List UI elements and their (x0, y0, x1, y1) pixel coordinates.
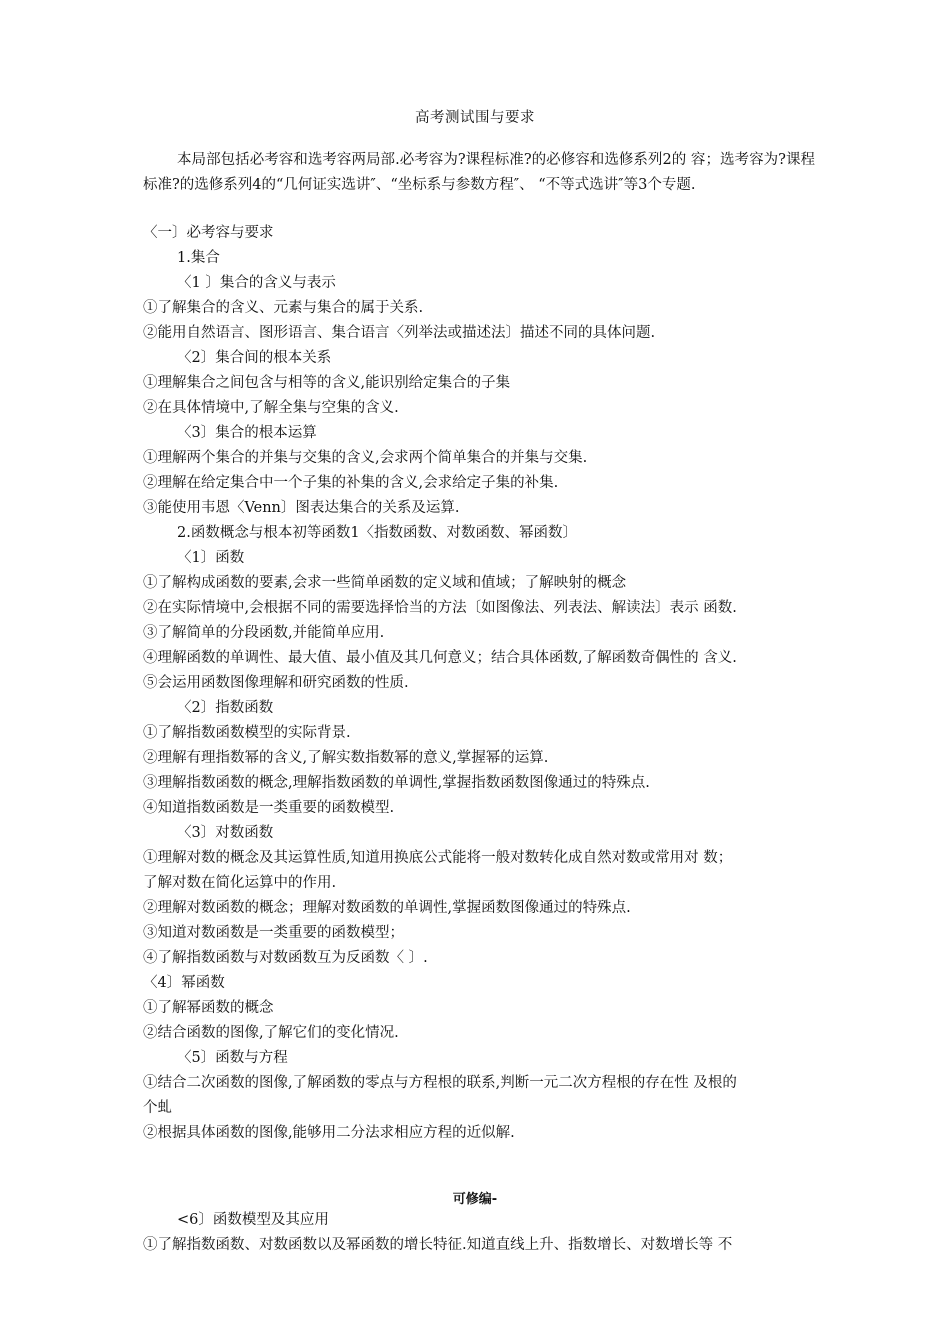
requirement-item: ②能用自然语言、图形语言、集合语言〈列举法或描述法〕描述不同的具体问题. (143, 325, 656, 341)
subsection-heading: 2.函数概念与根本初等函数1〈指数函数、对数函数、幂函数〕 (177, 525, 578, 541)
topic-heading: 〈3〕集合的根本运算 (177, 425, 317, 441)
requirement-item: ③理解指数函数的概念,理解指数函数的单调性,掌握指数函数图像通过的特殊点. (143, 775, 650, 791)
requirement-item: ④理解函数的单调性、最大值、最小值及其几何意义；结合具体函数,了解函数奇偶性的 含义. (143, 650, 737, 666)
requirement-item: ②结合函数的图像,了解它们的变化情况. (143, 1025, 399, 1041)
requirement-item: ④知道指数函数是一类重要的函数模型. (143, 800, 395, 816)
requirement-item: ②在具体情境中,了解全集与空集的含义. (143, 400, 399, 416)
requirement-item: ②理解在给定集合中一个子集的补集的含义,会求给定子集的补集. (143, 475, 559, 491)
topic-heading: 〈4〕幂函数 (143, 975, 225, 991)
topic-heading: 〈2〕指数函数 (177, 700, 274, 716)
requirement-item: ②理解有理指数幂的含义,了解实数指数幂的意义,掌握幂的运算. (143, 750, 549, 766)
requirement-item: ④了解指数函数与对数函数互为反函数〈 〕. (143, 950, 428, 966)
document-title: 高考测试围与要求 (415, 110, 535, 126)
requirement-item: ①了解指数函数、对数函数以及幂函数的增长特征.知道直线上升、指数增长、对数增长等 不 (143, 1237, 733, 1253)
requirement-item: ①了解指数函数模型的实际背景. (143, 725, 351, 741)
requirement-item: ③了解简单的分段函数,并能简单应用. (143, 625, 385, 641)
topic-heading: <6〕函数模型及其应用 (177, 1212, 329, 1228)
requirement-item: ①结合二次函数的图像,了解函数的零点与方程根的联系,判断一元二次方程根的存在性 及根的 (143, 1075, 737, 1091)
requirement-item-continued: 个虬 (143, 1100, 172, 1116)
requirement-item: ①理解对数的概念及其运算性质,知道用换底公式能将一般对数转化成自然对数或常用对 数； (143, 850, 733, 866)
page-footer: 可修编- (452, 1192, 498, 1207)
intro-paragraph: 本局部包括必考容和选考容两局部.必考容为?课程标准?的必修容和选修系列2的 容；选考容为?课程标准?的选修系列4的“几何证实选讲″、“坐标系与参数方程″、 “不等式选讲″等3个专题. (143, 152, 815, 193)
requirement-item: ③知道对数函数是一类重要的函数模型； (143, 925, 404, 941)
requirement-item: ②根据具体函数的图像,能够用二分法求相应方程的近似解. (143, 1125, 515, 1141)
requirement-item: ②理解对数函数的概念；理解对数函数的单调性,掌握函数图像通过的特殊点. (143, 900, 631, 916)
topic-heading: 〈1〕函数 (177, 550, 245, 566)
requirement-item: ①理解两个集合的并集与交集的含义,会求两个简单集合的并集与交集. (143, 450, 588, 466)
requirement-item: ①了解集合的含义、元素与集合的属于关系. (143, 300, 424, 316)
requirement-item: ②在实际情境中,会根据不同的需要选择恰当的方法〔如图像法、列表法、解读法〕表示 函数. (143, 600, 737, 616)
requirement-item: ⑤会运用函数图像理解和研究函数的性质. (143, 675, 409, 691)
requirement-item: ③能使用韦恩〈Venn〕图表达集合的关系及运算. (143, 500, 460, 516)
subsection-heading: 1.集合 (177, 250, 220, 266)
section-heading: 〈一〕必考容与要求 (143, 225, 274, 241)
requirement-item: ①理解集合之间包含与相等的含义,能识别给定集合的子集 (143, 375, 511, 391)
topic-heading: 〈1 〕集合的含义与表示 (177, 275, 336, 291)
requirement-item: ①了解幂函数的概念 (143, 1000, 274, 1016)
requirement-item: ①了解构成函数的要素,会求一些简单函数的定义域和值域；了解映射的概念 (143, 575, 627, 591)
topic-heading: 〈2〕集合间的根本关系 (177, 350, 332, 366)
requirement-item-continued: 了解对数在简化运算中的作用. (143, 875, 337, 891)
topic-heading: 〈5〕函数与方程 (177, 1050, 288, 1066)
topic-heading: 〈3〕对数函数 (177, 825, 274, 841)
